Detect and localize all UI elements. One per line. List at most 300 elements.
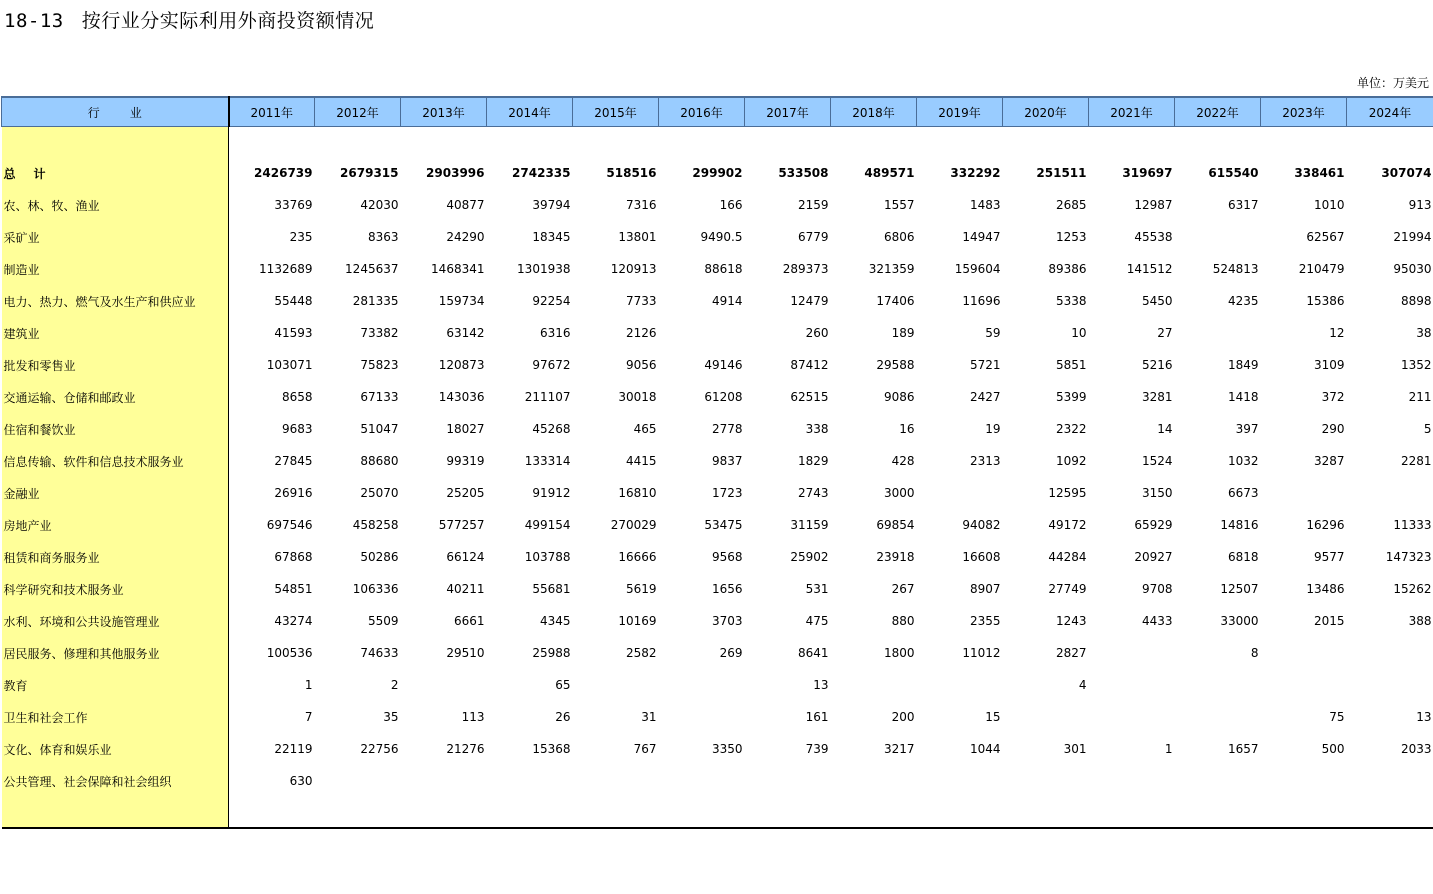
header-row <box>2 97 1433 127</box>
value-cell: 95030 <box>1393 262 1432 276</box>
value-cell: 1352 <box>1400 358 1432 372</box>
value-cell: 2742335 <box>512 166 571 180</box>
value-cell: 161 <box>805 710 829 724</box>
value-cell: 12 <box>1329 326 1345 340</box>
value-cell: 189 <box>891 326 915 340</box>
value-cell: 74633 <box>360 646 399 660</box>
industry-name: 公共管理、社会保障和社会组织 <box>2 765 229 797</box>
value-cell: 767 <box>633 742 657 756</box>
value-cell: 13 <box>813 678 829 692</box>
value-cell: 67868 <box>274 550 313 564</box>
header-year: 2011年 <box>229 97 315 127</box>
value-cell: 9683 <box>281 422 313 436</box>
value-cell: 16810 <box>618 486 657 500</box>
value-cell: 11012 <box>962 646 1001 660</box>
value-cell: 7 <box>304 710 313 724</box>
spacer-cell <box>917 127 1003 158</box>
value-cell: 106336 <box>352 582 399 596</box>
value-cell: 43274 <box>274 614 313 628</box>
industry-name: 居民服务、修理和其他服务业 <box>2 637 229 669</box>
value-cell: 15386 <box>1306 294 1345 308</box>
value-cell: 42030 <box>360 198 399 212</box>
value-cell: 6316 <box>539 326 571 340</box>
value-cell: 269 <box>719 646 743 660</box>
value-cell: 2159 <box>797 198 829 212</box>
value-cell: 9490.5 <box>700 230 743 244</box>
value-cell <box>659 669 745 701</box>
value-cell: 120873 <box>438 358 485 372</box>
spacer-cell <box>2 797 229 828</box>
value-cell: 5399 <box>1055 390 1087 404</box>
value-cell: 13 <box>1416 710 1432 724</box>
table-row <box>2 317 1433 349</box>
table-row <box>2 285 1433 317</box>
spacer-cell <box>745 797 831 828</box>
value-cell: 100536 <box>266 646 313 660</box>
value-cell: 87412 <box>790 358 829 372</box>
value-cell: 41593 <box>274 326 313 340</box>
value-cell: 50286 <box>360 550 399 564</box>
value-cell: 113 <box>461 710 485 724</box>
value-cell: 5450 <box>1141 294 1173 308</box>
value-cell <box>573 765 659 797</box>
value-cell: 2903996 <box>426 166 485 180</box>
value-cell: 29510 <box>446 646 485 660</box>
value-cell: 260 <box>805 326 829 340</box>
value-cell: 210479 <box>1298 262 1345 276</box>
value-cell: 251511 <box>1036 166 1087 180</box>
value-cell <box>487 765 573 797</box>
value-cell: 1301938 <box>517 262 571 276</box>
value-cell: 18027 <box>446 422 485 436</box>
value-cell: 8907 <box>969 582 1001 596</box>
value-cell: 307074 <box>1381 166 1432 180</box>
value-cell: 33000 <box>1220 614 1259 628</box>
header-year: 2024年 <box>1347 97 1433 127</box>
header-year: 2023年 <box>1261 97 1347 127</box>
industry-name: 水利、环境和公共设施管理业 <box>2 605 229 637</box>
value-cell: 5216 <box>1141 358 1173 372</box>
value-cell: 21994 <box>1393 230 1432 244</box>
spacer-cell <box>917 797 1003 828</box>
value-cell: 59 <box>985 326 1001 340</box>
spacer-row <box>2 797 1433 828</box>
value-cell: 30018 <box>618 390 657 404</box>
table-row <box>2 157 1433 189</box>
industry-name: 文化、体育和娱乐业 <box>2 733 229 765</box>
value-cell: 22119 <box>274 742 313 756</box>
value-cell: 54851 <box>274 582 313 596</box>
value-cell: 89386 <box>1048 262 1087 276</box>
spacer-cell <box>1175 797 1261 828</box>
value-cell: 1829 <box>797 454 829 468</box>
value-cell: 531 <box>805 582 829 596</box>
value-cell <box>1347 477 1433 509</box>
header-year: 2014年 <box>487 97 573 127</box>
value-cell: 2313 <box>969 454 1001 468</box>
value-cell: 1044 <box>969 742 1001 756</box>
value-cell <box>831 765 917 797</box>
value-cell: 11333 <box>1393 518 1432 532</box>
value-cell: 49146 <box>704 358 743 372</box>
table-row <box>2 477 1433 509</box>
value-cell: 14947 <box>962 230 1001 244</box>
value-cell: 200 <box>891 710 915 724</box>
value-cell: 1557 <box>883 198 915 212</box>
industry-name: 房地产业 <box>2 509 229 541</box>
value-cell: 39794 <box>532 198 571 212</box>
value-cell: 120913 <box>610 262 657 276</box>
unit-label: 单位：万美元 <box>1356 76 1429 90</box>
value-cell: 1849 <box>1227 358 1259 372</box>
value-cell: 4235 <box>1227 294 1259 308</box>
value-cell: 27749 <box>1048 582 1087 596</box>
spacer-cell <box>659 127 745 158</box>
value-cell: 73382 <box>360 326 399 340</box>
header-year: 2016年 <box>659 97 745 127</box>
spacer-cell <box>1089 127 1175 158</box>
value-cell <box>1003 701 1089 733</box>
spacer-cell <box>229 797 315 828</box>
value-cell: 94082 <box>962 518 1001 532</box>
table-body <box>2 127 1433 829</box>
value-cell: 524813 <box>1212 262 1259 276</box>
table-row <box>2 669 1433 701</box>
value-cell: 577257 <box>438 518 485 532</box>
value-cell: 8 <box>1250 646 1259 660</box>
value-cell: 5 <box>1423 422 1432 436</box>
value-cell: 6661 <box>453 614 485 628</box>
value-cell: 1418 <box>1227 390 1259 404</box>
value-cell: 25988 <box>532 646 571 660</box>
header-year: 2022年 <box>1175 97 1261 127</box>
value-cell: 14816 <box>1220 518 1259 532</box>
value-cell: 103788 <box>524 550 571 564</box>
value-cell: 3287 <box>1313 454 1345 468</box>
value-cell: 8898 <box>1400 294 1432 308</box>
value-cell: 8363 <box>367 230 399 244</box>
value-cell: 428 <box>891 454 915 468</box>
table-row <box>2 573 1433 605</box>
industry-name: 教育 <box>2 669 229 701</box>
value-cell: 1010 <box>1313 198 1345 212</box>
spacer-cell <box>1347 127 1433 158</box>
value-cell: 51047 <box>360 422 399 436</box>
value-cell: 289373 <box>782 262 829 276</box>
value-cell: 26 <box>555 710 571 724</box>
value-cell: 489571 <box>864 166 915 180</box>
value-cell: 40211 <box>446 582 485 596</box>
value-cell <box>1261 765 1347 797</box>
value-cell: 913 <box>1408 198 1432 212</box>
spacer-cell <box>573 797 659 828</box>
value-cell: 16296 <box>1306 518 1345 532</box>
value-cell: 5338 <box>1055 294 1087 308</box>
value-cell: 166 <box>719 198 743 212</box>
value-cell: 2778 <box>711 422 743 436</box>
table-row <box>2 765 1433 797</box>
value-cell: 19 <box>985 422 1001 436</box>
industry-name: 电力、热力、燃气及水生产和供应业 <box>2 285 229 317</box>
value-cell: 630 <box>289 774 313 788</box>
spacer-cell <box>745 127 831 158</box>
value-cell: 4 <box>1078 678 1087 692</box>
value-cell: 1 <box>304 678 313 692</box>
value-cell: 2685 <box>1055 198 1087 212</box>
spacer-cell <box>401 127 487 158</box>
value-cell: 75 <box>1329 710 1345 724</box>
value-cell: 1032 <box>1227 454 1259 468</box>
spacer-cell <box>315 797 401 828</box>
value-cell: 143036 <box>438 390 485 404</box>
industry-name: 租赁和商务服务业 <box>2 541 229 573</box>
value-cell <box>1347 669 1433 701</box>
spacer-cell <box>1003 127 1089 158</box>
value-cell: 2015 <box>1313 614 1345 628</box>
table-row <box>2 221 1433 253</box>
spacer-cell <box>1175 127 1261 158</box>
industry-name: 农、林、牧、渔业 <box>2 189 229 221</box>
value-cell: 1656 <box>711 582 743 596</box>
value-cell: 3217 <box>883 742 915 756</box>
value-cell: 6806 <box>883 230 915 244</box>
value-cell: 66124 <box>446 550 485 564</box>
value-cell <box>1175 701 1261 733</box>
value-cell: 9708 <box>1141 582 1173 596</box>
value-cell: 235 <box>289 230 313 244</box>
value-cell: 17406 <box>876 294 915 308</box>
table-row <box>2 637 1433 669</box>
value-cell: 63142 <box>446 326 485 340</box>
value-cell: 338 <box>805 422 829 436</box>
value-cell: 7733 <box>625 294 657 308</box>
value-cell: 2355 <box>969 614 1001 628</box>
value-cell: 15 <box>985 710 1001 724</box>
value-cell: 1524 <box>1141 454 1173 468</box>
value-cell: 88618 <box>704 262 743 276</box>
spacer-cell <box>831 127 917 158</box>
value-cell: 499154 <box>524 518 571 532</box>
value-cell: 6818 <box>1227 550 1259 564</box>
value-cell: 301 <box>1063 742 1087 756</box>
value-cell: 739 <box>805 742 829 756</box>
header-year: 2015年 <box>573 97 659 127</box>
value-cell <box>401 765 487 797</box>
spacer-cell <box>229 127 315 158</box>
header-year: 2017年 <box>745 97 831 127</box>
spacer-cell <box>1089 797 1175 828</box>
header-year: 2021年 <box>1089 97 1175 127</box>
page-title <box>4 6 374 33</box>
value-cell: 10169 <box>618 614 657 628</box>
value-cell: 270029 <box>610 518 657 532</box>
industry-name: 批发和零售业 <box>2 349 229 381</box>
value-cell: 500 <box>1321 742 1345 756</box>
table-row <box>2 733 1433 765</box>
value-cell: 11696 <box>962 294 1001 308</box>
spacer-cell <box>2 127 229 158</box>
spacer-cell <box>1003 797 1089 828</box>
value-cell: 5851 <box>1055 358 1087 372</box>
value-cell: 332292 <box>950 166 1001 180</box>
value-cell: 14 <box>1157 422 1173 436</box>
value-cell: 12595 <box>1048 486 1087 500</box>
value-cell: 1 <box>1164 742 1173 756</box>
value-cell: 2322 <box>1055 422 1087 436</box>
value-cell: 16608 <box>962 550 1001 564</box>
value-cell: 12987 <box>1134 198 1173 212</box>
value-cell: 21276 <box>446 742 485 756</box>
value-cell: 4345 <box>539 614 571 628</box>
value-cell <box>1261 669 1347 701</box>
value-cell: 3350 <box>711 742 743 756</box>
value-cell: 4433 <box>1141 614 1173 628</box>
value-cell: 159734 <box>438 294 485 308</box>
table-row <box>2 541 1433 573</box>
value-cell: 147323 <box>1385 550 1432 564</box>
value-cell: 1800 <box>883 646 915 660</box>
value-cell: 9577 <box>1313 550 1345 564</box>
value-cell <box>1347 765 1433 797</box>
value-cell: 23918 <box>876 550 915 564</box>
value-cell: 38 <box>1416 326 1432 340</box>
value-cell: 141512 <box>1126 262 1173 276</box>
value-cell <box>401 669 487 701</box>
value-cell <box>1089 669 1175 701</box>
spacer-cell <box>315 127 401 158</box>
value-cell: 69854 <box>876 518 915 532</box>
value-cell: 5509 <box>367 614 399 628</box>
value-cell: 321359 <box>868 262 915 276</box>
value-cell <box>1089 765 1175 797</box>
value-cell: 533508 <box>778 166 829 180</box>
value-cell: 465 <box>633 422 657 436</box>
value-cell: 26916 <box>274 486 313 500</box>
value-cell: 45538 <box>1134 230 1173 244</box>
value-cell: 4914 <box>711 294 743 308</box>
value-cell: 133314 <box>524 454 571 468</box>
value-cell: 211107 <box>524 390 571 404</box>
value-cell <box>1175 317 1261 349</box>
value-cell: 518516 <box>606 166 657 180</box>
value-cell: 25902 <box>790 550 829 564</box>
value-cell: 2426739 <box>254 166 313 180</box>
value-cell: 159604 <box>954 262 1001 276</box>
value-cell: 290 <box>1321 422 1345 436</box>
value-cell: 31 <box>641 710 657 724</box>
value-cell: 88680 <box>360 454 399 468</box>
value-cell <box>659 317 745 349</box>
value-cell: 12507 <box>1220 582 1259 596</box>
value-cell: 6779 <box>797 230 829 244</box>
value-cell: 62515 <box>790 390 829 404</box>
value-cell: 12479 <box>790 294 829 308</box>
value-cell: 1132689 <box>259 262 313 276</box>
value-cell: 6673 <box>1227 486 1259 500</box>
value-cell: 27 <box>1157 326 1173 340</box>
value-cell: 3150 <box>1141 486 1173 500</box>
value-cell: 458258 <box>352 518 399 532</box>
spacer-cell <box>831 797 917 828</box>
spacer-cell <box>1261 797 1347 828</box>
value-cell: 880 <box>891 614 915 628</box>
value-cell: 55681 <box>532 582 571 596</box>
value-cell: 45268 <box>532 422 571 436</box>
value-cell: 2743 <box>797 486 829 500</box>
value-cell: 18345 <box>532 230 571 244</box>
value-cell: 397 <box>1235 422 1259 436</box>
spacer-cell <box>573 127 659 158</box>
value-cell: 1243 <box>1055 614 1087 628</box>
value-cell: 55448 <box>274 294 313 308</box>
table-number: 18-13 <box>4 10 64 32</box>
value-cell: 9056 <box>625 358 657 372</box>
value-cell: 2126 <box>625 326 657 340</box>
value-cell <box>1261 477 1347 509</box>
value-cell <box>1175 669 1261 701</box>
value-cell: 2033 <box>1400 742 1432 756</box>
value-cell: 9086 <box>883 390 915 404</box>
value-cell: 16666 <box>618 550 657 564</box>
value-cell: 35 <box>383 710 399 724</box>
industry-name: 金融业 <box>2 477 229 509</box>
table-row <box>2 189 1433 221</box>
industry-name: 建筑业 <box>2 317 229 349</box>
value-cell: 7316 <box>625 198 657 212</box>
value-cell: 53475 <box>704 518 743 532</box>
value-cell: 13486 <box>1306 582 1345 596</box>
value-cell: 91912 <box>532 486 571 500</box>
value-cell <box>1347 637 1433 669</box>
table-title: 按行业分实际利用外商投资额情况 <box>81 10 375 32</box>
header-year: 2019年 <box>917 97 1003 127</box>
value-cell: 6317 <box>1227 198 1259 212</box>
industry-name: 交通运输、仓储和邮政业 <box>2 381 229 413</box>
table-row <box>2 349 1433 381</box>
value-cell: 27845 <box>274 454 313 468</box>
header-industry: 行业 <box>2 97 229 127</box>
value-cell: 2582 <box>625 646 657 660</box>
value-cell: 1483 <box>969 198 1001 212</box>
value-cell: 103071 <box>266 358 313 372</box>
value-cell: 44284 <box>1048 550 1087 564</box>
spacer-cell <box>659 797 745 828</box>
value-cell: 319697 <box>1122 166 1173 180</box>
industry-name: 住宿和餐饮业 <box>2 413 229 445</box>
value-cell: 372 <box>1321 390 1345 404</box>
value-cell: 1253 <box>1055 230 1087 244</box>
value-cell: 92254 <box>532 294 571 308</box>
value-cell: 1657 <box>1227 742 1259 756</box>
value-cell: 62567 <box>1306 230 1345 244</box>
value-cell: 15262 <box>1393 582 1432 596</box>
value-cell: 29588 <box>876 358 915 372</box>
table-row <box>2 605 1433 637</box>
value-cell: 1723 <box>711 486 743 500</box>
value-cell: 16 <box>899 422 915 436</box>
value-cell <box>831 669 917 701</box>
value-cell <box>1175 221 1261 253</box>
value-cell <box>1175 765 1261 797</box>
value-cell: 49172 <box>1048 518 1087 532</box>
value-cell: 97672 <box>532 358 571 372</box>
value-cell: 2427 <box>969 390 1001 404</box>
value-cell <box>1089 701 1175 733</box>
value-cell <box>315 765 401 797</box>
data-table <box>1 96 1433 829</box>
value-cell: 299902 <box>692 166 743 180</box>
value-cell <box>1261 637 1347 669</box>
